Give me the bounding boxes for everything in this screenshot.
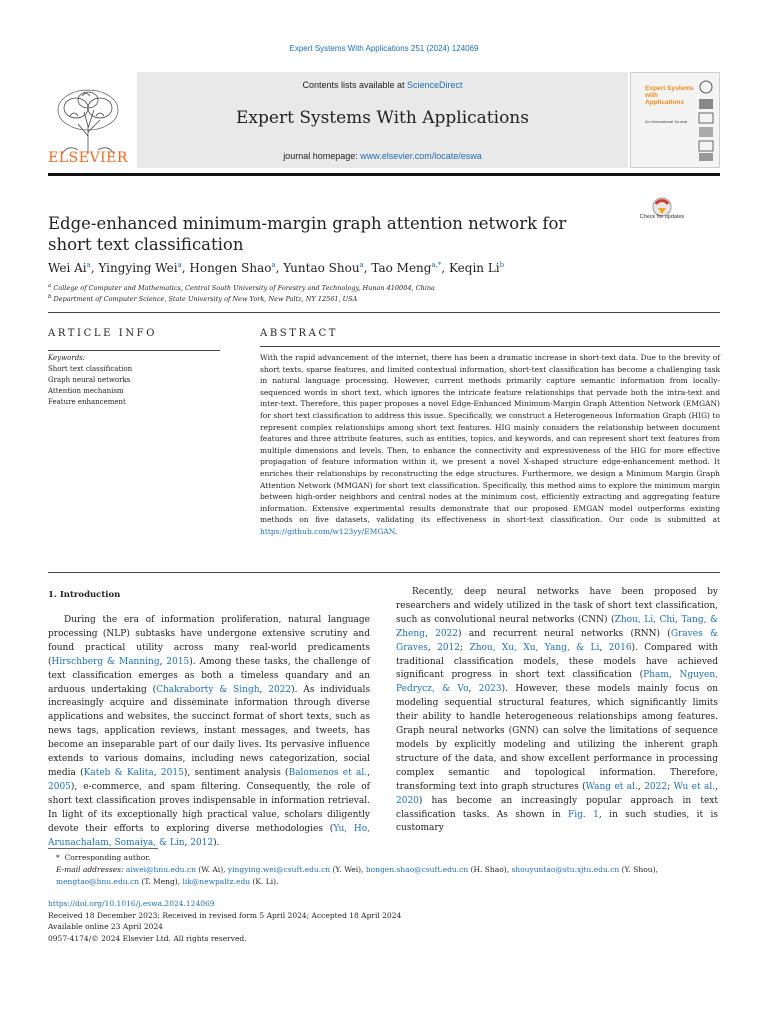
citation-link[interactable]: Zhou, Xu, Xu, Yang, & Li [469,642,600,653]
paragraph-text: , [424,628,436,639]
paragraph-text: ; [460,642,470,653]
email-owner: (Y. Wei), [330,865,366,874]
citation-link[interactable]: Kateb & Kalita [83,767,154,778]
received-dates: Received 18 December 2023; Received in revised form 5 April 2024; Accepted 18 April 2024 [48,910,402,920]
citation-link[interactable]: Balomenos et al. [288,767,368,778]
citation-link[interactable]: 2022 [644,781,668,792]
email-link[interactable]: mengtao@hnu.edu.cn [56,877,140,886]
code-link[interactable]: https://github.com/w123yy/EMGAN [260,526,395,536]
email-link[interactable]: hongen.shao@csuft.edu.cn [365,865,469,874]
keyword[interactable]: Graph neural networks [48,376,131,384]
email-owner: (H. Shao), [468,865,512,874]
email-link[interactable]: yingying.wei@csuft.edu.cn [227,865,331,874]
intro-left-column [48,614,370,850]
citation-link[interactable]: 2012 [190,837,214,848]
publisher-name: ELSEVIER [48,150,128,166]
paragraph-text: , [153,767,161,778]
cover-title: Expert Systems with Applications [645,85,694,106]
cover-subtitle: An International Journal [645,119,688,124]
article-title: Edge-enhanced minimum-margin graph attention network for short text classification [48,214,567,254]
citation-link[interactable]: Hirschberg & Manning [51,656,160,667]
footnote [48,852,720,888]
citation-link[interactable]: Wu et al. [673,781,716,792]
citation-link[interactable]: 2015 [166,656,190,667]
paragraph-text: , [468,684,479,695]
citation-link[interactable]: 2016 [608,642,632,653]
citation-link[interactable]: Chakraborty & Singh [156,684,260,695]
paragraph-text: ; [667,781,674,792]
author[interactable]: Keqin Li$^b$ [449,261,505,275]
paragraph-text: , [367,767,370,778]
paragraph-text: ) and recurrent neural networks (RNN) ( [458,628,671,639]
citation-link[interactable]: Fig. 1 [568,809,599,820]
divider [48,350,220,351]
check-for-updates-label[interactable]: Check for updates [639,214,685,220]
citation-link[interactable]: 2020 [396,795,419,806]
check-for-updates-icon[interactable] [644,196,680,230]
keyword[interactable]: Attention mechanism [48,387,124,395]
citation-link[interactable]: Wang et al. [585,781,638,792]
citation-link[interactable]: 2022 [268,684,292,695]
paragraph-text: ), e-commerce, and spam filtering. Consequently, the role of short text classification proves indispensable in information retrieval. In light of its exceptionally high practical value, scholars diligently devote their efforts to exploring diverse methodologies ( [48,781,370,834]
keywords-label: Keywords: [48,354,86,362]
author-list: Wei Ai$^a$, Yingying Wei$^a$, Hongen Shao$^a$, Yuntao Shou$^a$, Tao Meng$^{a,*}$, Keqin Li$^b$ [48,261,505,275]
divider [260,346,720,347]
contents-prefix: Contents lists available at [302,80,408,90]
abstract-body: With the rapid advancement of the internet, there has been a dramatic increase in short-text data. Due to the brevity of short texts, sparse features, and limited contextual information, short-text classification has become a challenging task in natural language processing. However, current methods primarily capture semantic information from locally-sequenced words in short text, which ignores the intricate feature relationships that pervade both the intra-text and inter-text. Therefore, this paper proposes a novel Edge-Enhanced Minimum-Margin Graph Attention Network (EMGAN) for short text classification to address this issue. Specifically, we construct a Heterogeneous Information Graph (HIG) to represent complex relationships among short text features. HIG mainly considers the relationship between document features and three attribute features, such as entities, topics, and keywords, and can represent short text features from multiple dimensions and levels. Then, to enhance the connectivity and expressiveness of the HIG for more effective propagation of feature information within it, we present a novel X-shaped structure edge-enhancement method. It enriches their relationships by reconstructing the edge structures. Furthermore, we design a Minimum Margin Graph Attention Network (MMGAN) for short text classification. Specifically, this method aims to explore the minimum margin between high-order neighbors and central nodes at the minimum cost, efficiently extracting and aggregating feature information. Extensive experimental results demonstrate that our proposed EMGAN model outperforms existing methods on five datasets, validating its effectiveness in short-text classification. Our code is submitted at https://github.com/w123yy/EMGAN. [260,353,720,536]
paragraph-text: ). Compared with traditional classification models, these models have achieved significant progress in short text classification ( [396,642,718,681]
email-owner: (W. Ai), [195,865,228,874]
header-rule [48,173,720,176]
paragraph-text: , [184,837,191,848]
citation-link[interactable]: Yu, Ho, Arunachalam, Somaiya, & Lin [48,823,370,848]
article-info-heading: ARTICLE INFO [48,328,158,339]
citation-link[interactable]: 2023 [478,684,502,695]
citation-link[interactable]: Graves & Graves [396,628,719,653]
paragraph-text: , in such studies, it is customary [396,809,719,834]
intro-paragraph [48,614,370,850]
paragraph-text: , [637,781,645,792]
paragraph-text: Recently, deep neural networks have been proposed by researchers and widely utilized in the task of short text classification, such as convolutional neural networks (CNN) ( [396,587,718,625]
homepage-link[interactable]: www.elsevier.com/locate/eswa [360,151,482,161]
citation-link[interactable]: Zhou, Li, Chi, Tang, & Zheng [396,614,718,639]
intro-paragraph [396,586,718,836]
section-heading-introduction: 1. Introduction [48,590,121,600]
citation-link[interactable]: 2022 [435,628,459,639]
divider [48,572,720,573]
cover-graphics [695,77,717,165]
paragraph-text: ). Among these tasks, the challenge of text classification emerges as both a timeless quandary and an arduous undertaking ( [48,656,370,695]
journal-name: Expert Systems With Applications [236,108,529,128]
paragraph-text: , [427,642,438,653]
email-owner: (T. Meng), [139,877,183,886]
paragraph-text: ) has become an increasingly popular approach in text classification tasks. As shown in [396,795,718,820]
paragraph-text: , [159,656,167,667]
divider [48,312,720,313]
footnote-rule [48,848,158,849]
paragraph-text: ), sentiment analysis ( [183,767,289,778]
paragraph-text: ). However, these models mainly focus on modeling sequential structural features, which significantly limits their ability to handle heterogeneous relationships among features. Graph neural networks (GNN) can solve the limitations of sequence models by explicitly modeling and utilizing the inherent graph structure of the data, and show excellent performance in processing complex semantic and topological information. Therefore, transforming text into graph structures ( [396,684,718,792]
copyright: 0957-4174/© 2024 Elsevier Ltd. All rights reserved. [48,933,247,943]
online-date: Available online 23 April 2024 [48,922,163,931]
email-owner: (K. Li). [250,877,279,886]
article-meta [48,898,720,944]
keyword[interactable]: Feature enhancement [48,398,126,406]
email-link[interactable]: lik@newpaltz.edu [182,877,251,886]
paragraph-text: , [259,684,269,695]
affiliation: $^a$ College of Computer and Mathematics, Central South University of Forestry and Technology, Hunan 410004, China [48,283,435,293]
homepage-line [137,151,628,161]
author[interactable]: Yuntao Shou$^a$ [283,261,364,275]
email-label: E-mail addresses: [56,865,126,874]
citation-link[interactable]: 2005 [48,781,71,792]
abstract-heading: ABSTRACT [260,328,338,339]
email-owner: (Y. Shou), [619,865,658,874]
keyword[interactable]: Short text classification [48,365,133,373]
paragraph-text: , [599,642,609,653]
journal-cover-thumbnail[interactable] [630,72,720,168]
doi-link[interactable]: https://doi.org/10.1016/j.eswa.2024.124069 [48,899,215,908]
citation-link[interactable]: 2012 [437,642,461,653]
author[interactable]: Wei Ai$^a$ [48,261,91,275]
citation-link[interactable]: Pham, Nguyen, Pedrycz, & Vo [396,670,718,695]
paragraph-text: ). [213,837,220,848]
paragraph-text: , [715,781,718,792]
email-link[interactable]: shouyuntao@stu.xjtu.edu.cn [511,865,620,874]
corresponding-note: * Corresponding author. [56,853,151,862]
contents-line [137,80,628,90]
homepage-prefix: journal homepage: [283,151,361,161]
citation-link[interactable]: 2015 [160,767,184,778]
sciencedirect-link[interactable]: ScienceDirect [407,80,463,90]
author[interactable]: Yingying Wei$^a$ [98,261,182,275]
affiliation: $^b$ Department of Computer Science, State University of New York, New Paltz, NY 12561, USA [48,294,358,304]
author[interactable]: Hongen Shao$^a$ [189,261,276,275]
paragraph-text: During the era of information proliferation, natural language processing (NLP) subtasks have undergone extensive scrutiny and found practical utility across many real-world predicaments ( [48,615,370,667]
intro-right-column [396,586,718,836]
email-addresses [48,864,720,888]
journal-citation[interactable]: Expert Systems With Applications 251 (2024) 124069 [289,44,479,53]
email-link[interactable]: aiwei@hnu.edu.cn [125,865,196,874]
author[interactable]: Tao Meng$^{a,*}$ [371,261,442,275]
paragraph-text: ). As individuals increasingly acquire and disseminate information through diverse applications and websites, the succinct format of short texts, such as news tags, application reviews, instant messages, and tweets, has become an inseparable part of our daily lives. Its pervasive influence extends to various domains, including news categorization, social media ( [48,684,370,778]
